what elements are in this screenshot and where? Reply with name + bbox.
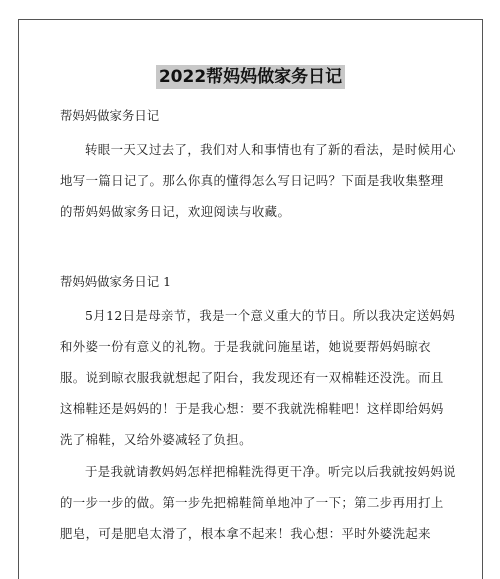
body-paragraph-2: 于是我就请教妈妈怎样把棉鞋洗得更干净。听完以后我就按妈妈说的一步一步的做。第一步先把棉鞋简单地冲了一下；第二步再用打上肥皂，可是肥皂太滑了，根本拿不起来！我心想：平时外婆洗起来 xyxy=(60,464,456,541)
entry-heading: 帮妈妈做家务日记 1 xyxy=(60,274,171,289)
section-heading: 帮妈妈做家务日记 xyxy=(60,108,160,123)
intro-paragraph: 转眼一天又过去了，我们对人和事情也有了新的看法，是时候用心地写一篇日记了。那么你真的懂得怎么写日记吗？下面是我收集整理的帮妈妈做家务日记，欢迎阅读与收藏。 xyxy=(60,142,456,219)
document-title: 2022帮妈妈做家务日记 xyxy=(156,65,345,89)
body-paragraph-1: 5月12日是母亲节，我是一个意义重大的节日。所以我决定送妈妈和外婆一份有意义的礼物。于是我就问施星诺，她说要帮妈妈晾衣服。说到晾衣服我就想起了阳台，我发现还有一双棉鞋还没洗。而且这棉鞋还是妈妈的！于是我心想：要不我就洗棉鞋吧！这样即给妈妈洗了棉鞋，又给外婆减轻了负担。 xyxy=(60,308,456,447)
document-page xyxy=(18,19,483,579)
title-container xyxy=(19,65,482,89)
